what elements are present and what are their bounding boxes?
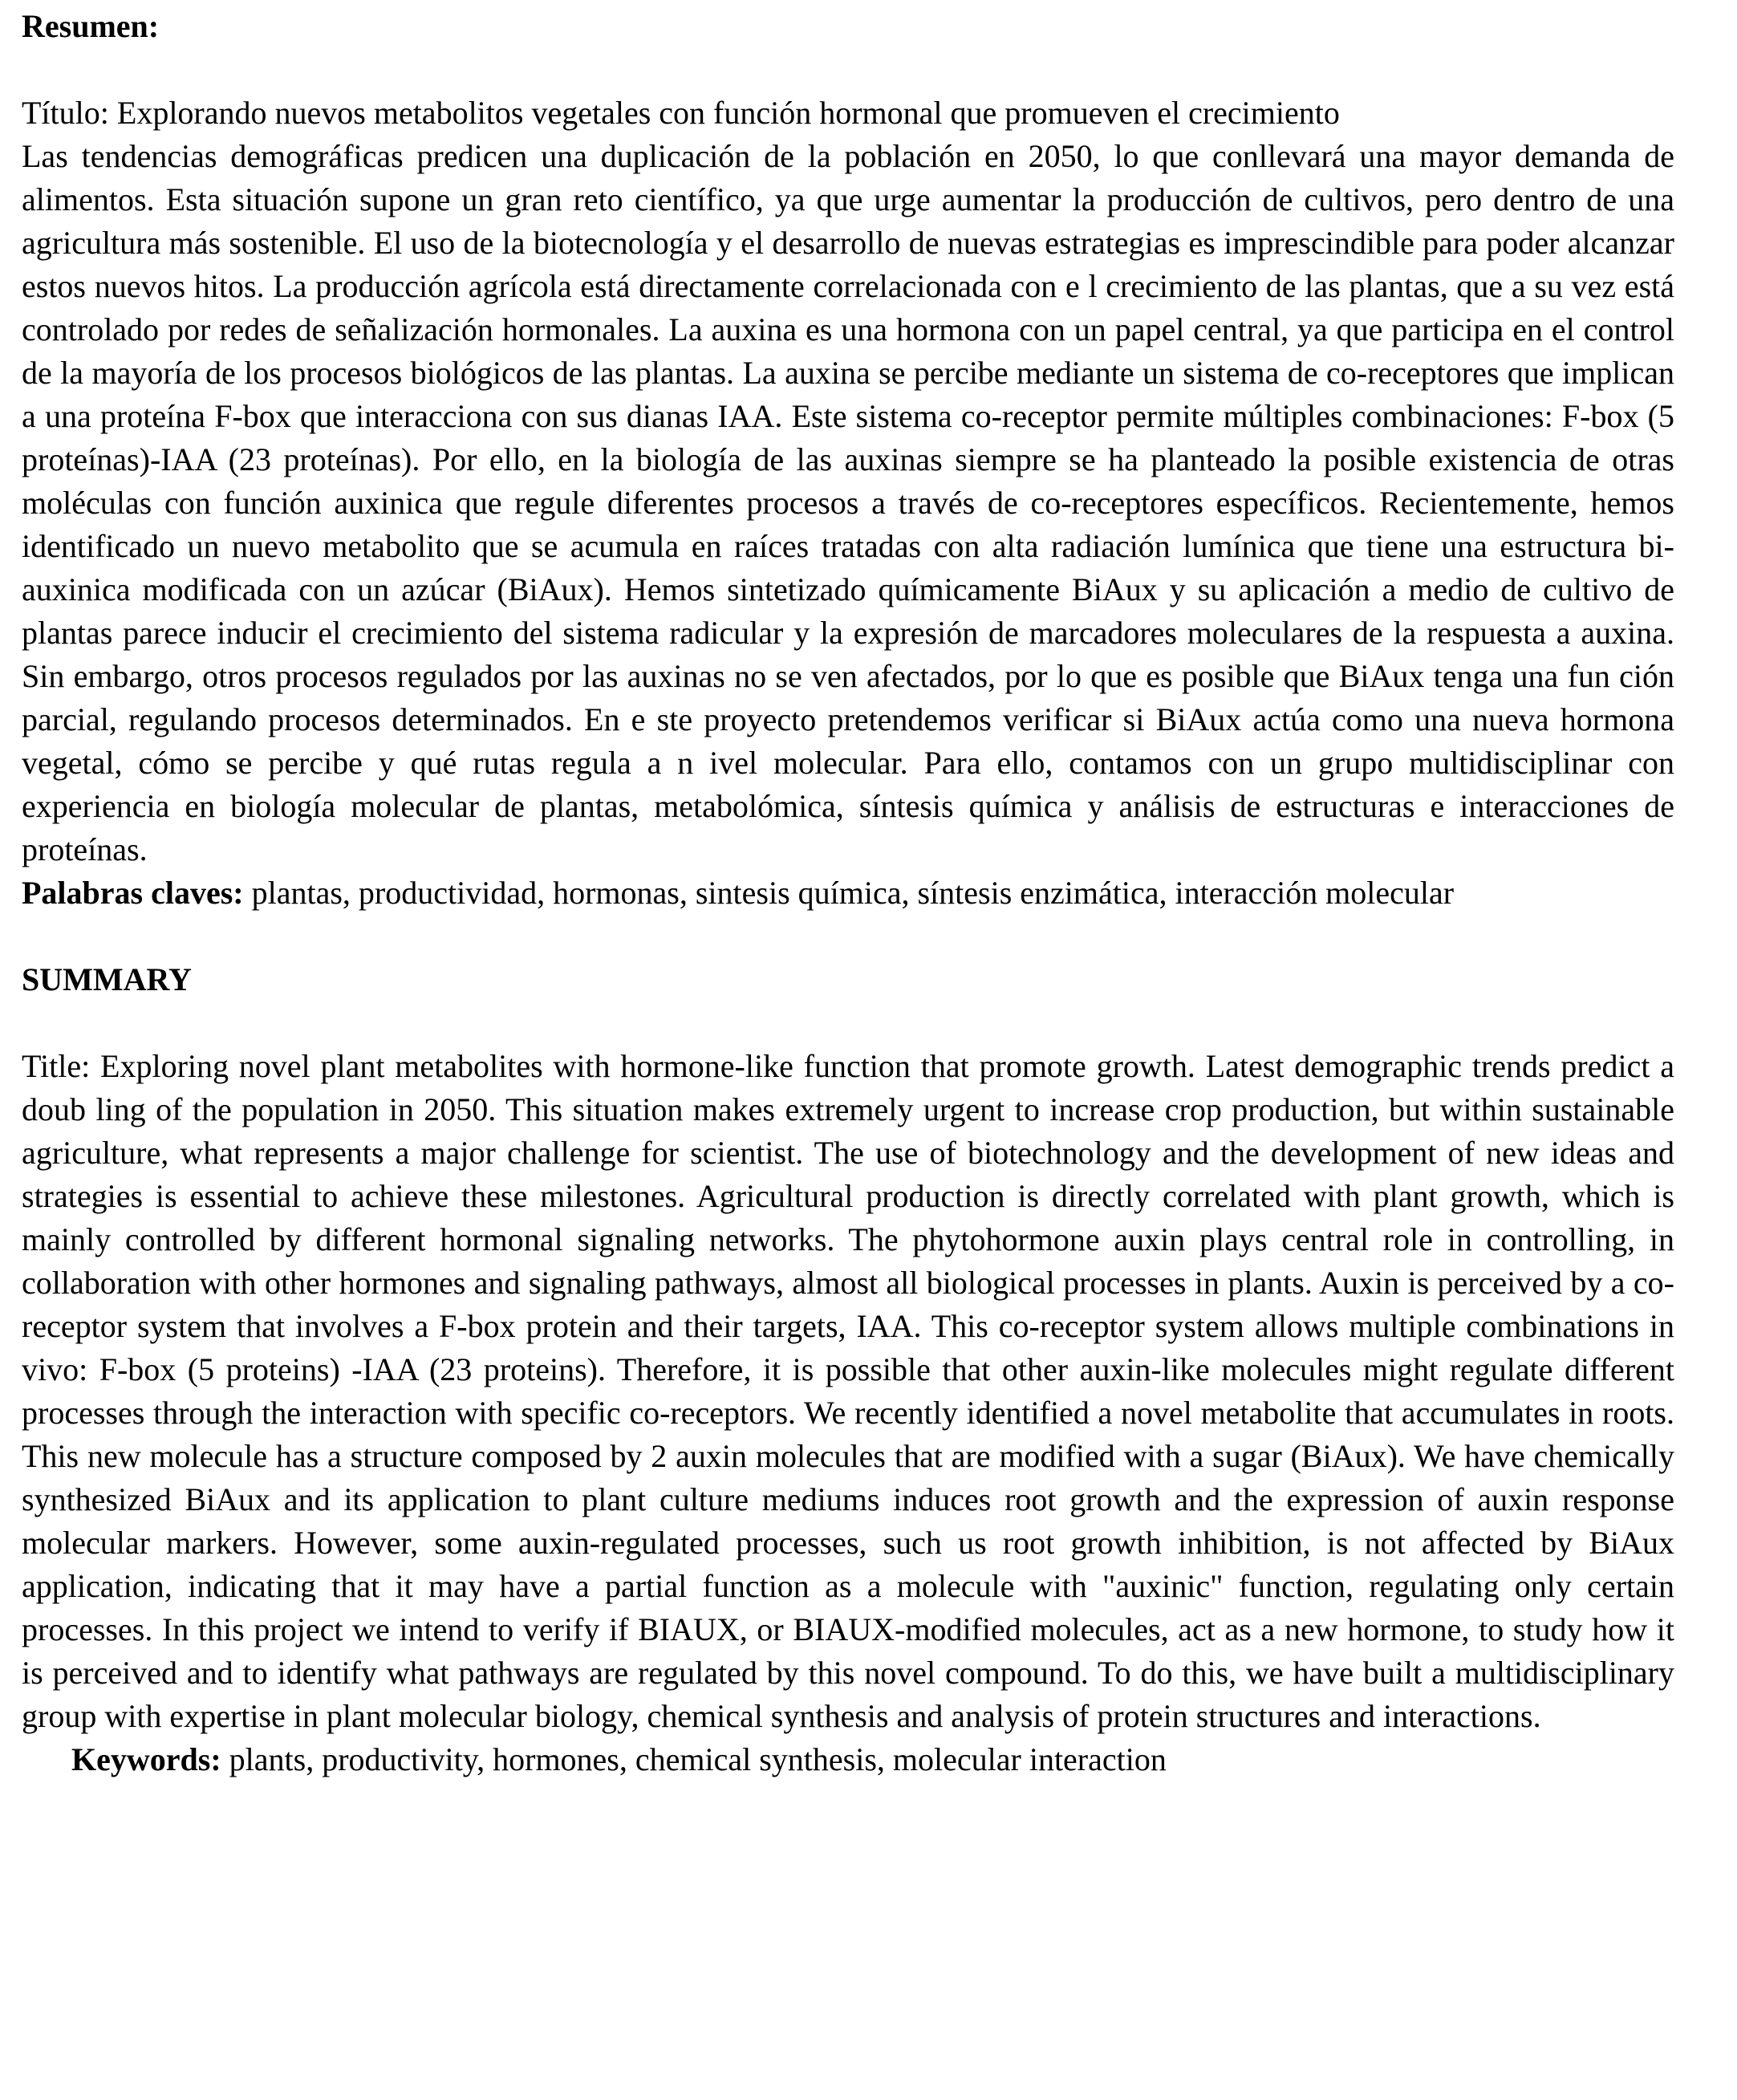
document-page (22, 5, 1674, 1781)
summary-keywords-text: plants, productivity, hormones, chemical synthesis, molecular interaction (221, 1741, 1167, 1777)
resumen-body: Las tendencias demográficas predicen una duplicación de la población en 2050, lo que conllevará una mayor demanda de alimentos. Esta situación supone un gran reto científico, ya que urge aumentar la producción de cultivos, pero dentro de una agricultura más sostenible. El uso de la biotecnología y el desarrollo de nuevas estrategias es imprescindible para poder alcanzar estos nuevos hitos. La producción agrícola está directamente correlacionada con e l crecimiento de las plantas, que a su vez está controlado por redes de señalización hormonales. La auxina es una hormona con un papel central, ya que participa en el control de la mayoría de los procesos biológicos de las plantas. La auxina se percibe mediante un sistema de co-receptores que implican a una proteína F-box que interacciona con sus dianas IAA. Este sistema co-receptor permite múltiples combinaciones: F-box (5 proteínas)-IAA (23 proteínas). Por ello, en la biología de las auxinas siempre se ha planteado la posible existencia de otras moléculas con función auxinica que regule diferentes procesos a través de co-receptores específicos. Recientemente, hemos identificado un nuevo metabolito que se acumula en raíces tratadas con alta radiación lumínica que tiene una estructura bi-auxinica modificada con un azúcar (BiAux). Hemos sintetizado químicamente BiAux y su aplicación a medio de cultivo de plantas parece inducir el crecimiento del sistema radicular y la expresión de marcadores moleculares de la respuesta a auxina. Sin embargo, otros procesos regulados por las auxinas no se ven afectados, por lo que es posible que BiAux tenga una fun ción parcial, regulando procesos determinados. En e ste proyecto pretendemos verificar si BiAux actúa como una nueva hormona vegetal, cómo se percibe y qué rutas regula a n ivel molecular. Para ello, contamos con un grupo multidisciplinar con experiencia en biología molecular de plantas, metabolómica, síntesis química y análisis de estructuras e interacciones de proteínas. (22, 138, 1674, 867)
resumen-title: Título: Explorando nuevos metabolitos vegetales con función hormonal que promueven el crecimiento (22, 95, 1340, 131)
resumen-heading: Resumen: (22, 8, 160, 44)
resumen-keywords (22, 871, 1674, 915)
resumen-keywords-label: Palabras claves: (22, 875, 244, 911)
summary-keywords (22, 1738, 1674, 1781)
summary-heading: SUMMARY (22, 961, 192, 997)
resumen-keywords-text: plantas, productividad, hormonas, sintesis química, síntesis enzimática, interacción molecular (243, 875, 1455, 911)
summary-keywords-label: Keywords: (71, 1741, 221, 1777)
spacer (22, 1001, 1674, 1045)
summary-body: Title: Exploring novel plant metabolites with hormone-like function that promote growth. Latest demographic trends predict a doub ling of the population in 2050. This situation makes extremely urgent to increase crop production, but within sustainable agriculture, what represents a major challenge for scientist. The use of biotechnology and the development of new ideas and strategies is essential to achieve these milestones. Agricultural production is directly correlated with plant growth, which is mainly controlled by different hormonal signaling networks. The phytohormone auxin plays central role in controlling, in collaboration with other hormones and signaling pathways, almost all biological processes in plants. Auxin is perceived by a co- receptor system that involves a F-box protein and their targets, IAA. This co-receptor system allows multiple combinations in vivo: F-box (5 proteins) -IAA (23 proteins). Therefore, it is possible that other auxin-like molecules might regulate different processes through the interaction with specific co-receptors. We recently identified a novel metabolite that accumulates in roots. This new molecule has a structure composed by 2 auxin molecules that are modified with a sugar (BiAux). We have chemically synthesized BiAux and its application to plant culture mediums induces root growth and the expression of auxin response molecular markers. However, some auxin-regulated processes, such us root growth inhibition, is not affected by BiAux application, indicating that it may have a partial function as a molecule with "auxinic" function, regulating only certain processes. In this project we intend to verify if BIAUX, or BIAUX-modified molecules, act as a new hormone, to study how it is perceived and to identify what pathways are regulated by this novel compound. To do this, we have built a multidisciplinary group with expertise in plant molecular biology, chemical synthesis and analysis of protein structures and interactions. (22, 1048, 1674, 1734)
spacer (22, 915, 1674, 958)
spacer (22, 48, 1674, 91)
